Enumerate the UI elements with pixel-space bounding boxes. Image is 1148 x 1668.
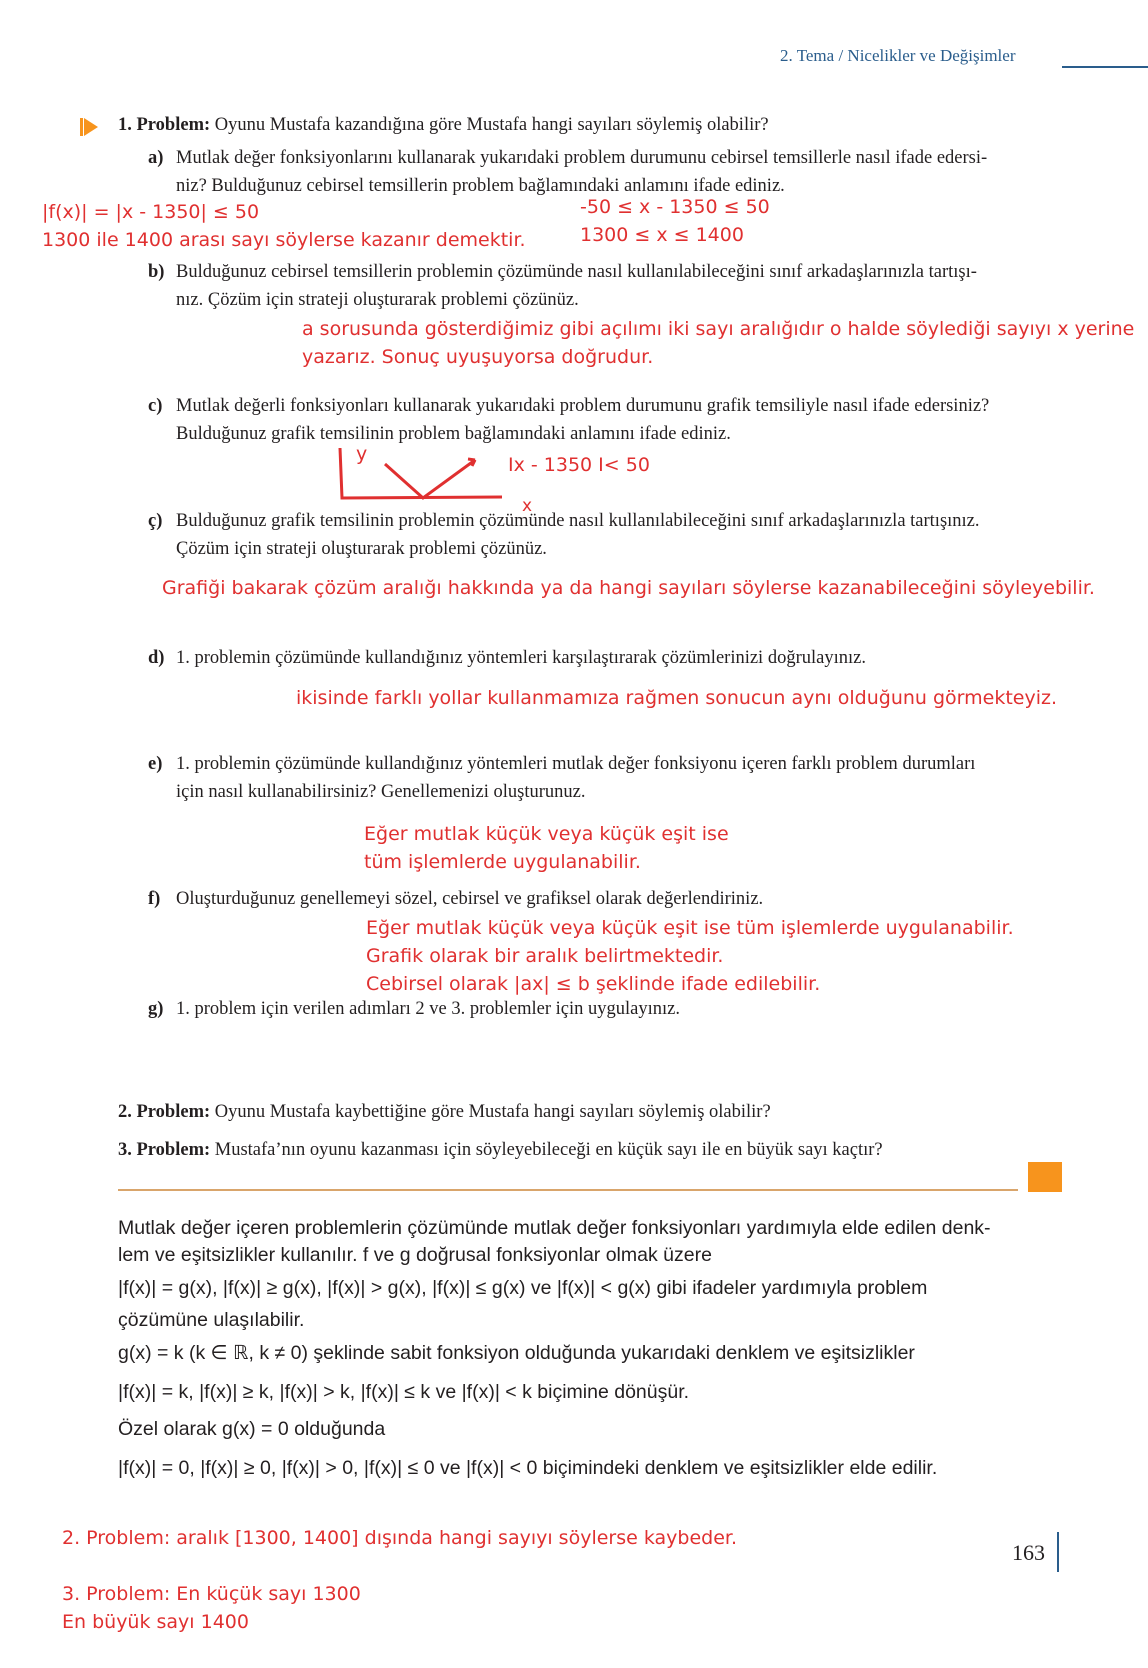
hw-graph-x-label: x [522,496,533,516]
problem-arrow-icon [84,118,98,136]
item-b-label: b) [148,262,165,282]
problem-1-text: Oyunu Mustafa kazandığına göre Mustafa hangi sayıları söylemiş olabilir? [214,115,769,135]
hw-f-2: Grafik olarak bir aralık belirtmektedir. [366,945,724,967]
item-c [148,392,989,448]
hw-f-1: Eğer mutlak küçük veya küçük eşit ise tüm işlemlerde uygulanabilir. [366,917,1014,939]
hw-problem-3-1: 3. Problem: En küçük sayı 1300 [62,1583,361,1605]
item-e-label: e) [148,754,163,774]
hw-c-cedilla: Grafiği bakarak çözüm aralığı hakkında ya da hangi sayıları söylerse kazanabileceğini söyleyebilir. [162,577,1095,599]
item-e-line-2: için nasıl kullanabilirsiniz? Genellemenizi oluşturunuz. [176,782,586,802]
hw-a-right-1: -50 ≤ x - 1350 ≤ 50 [580,196,770,218]
hw-b-1: a sorusunda gösterdiğimiz gibi açılımı iki sayı aralığıdır o halde söylediği sayıyı x yerine [302,318,1135,340]
item-c-line-1: Mutlak değerli fonksiyonları kullanarak yukarıdaki problem durumunu grafik temsiliyle nasıl ifade edersiniz? [176,396,990,416]
item-b-line-2: nız. Çözüm için strateji oluşturarak problemi çözünüz. [176,290,579,310]
problem-3-label: 3. Problem: [118,1140,211,1160]
item-f [148,885,763,913]
info-line-1: Mutlak değer içeren problemlerin çözümünde mutlak değer fonksiyonları yardımıyla elde edilen denk- [118,1217,991,1239]
info-line-7: Özel olarak g(x) = 0 olduğunda [118,1418,386,1440]
hw-a-left-2: 1300 ile 1400 arası sayı söylerse kazanır demektir. [42,229,526,251]
section-divider [118,1189,1018,1191]
item-g-label: g) [148,999,164,1019]
item-a-line-1: Mutlak değer fonksiyonlarını kullanarak yukarıdaki problem durumunu cebirsel temsillerle nasıl ifade edersi- [176,148,988,168]
item-c-cedilla-label: ç) [148,511,163,531]
header-rule [1062,66,1148,68]
hw-problem-2: 2. Problem: aralık [1300, 1400] dışında hangi sayıyı söylerse kaybeder. [62,1527,738,1549]
page-header-title: 2. Tema / Nicelikler ve Değişimler [780,46,1016,65]
item-c-cedilla [148,507,980,563]
item-g [148,995,680,1023]
item-d [148,644,866,672]
hw-graph-expr: Ix - 1350 I< 50 [508,454,650,476]
hw-a-left-1: |f(x)| = |x - 1350| ≤ 50 [42,201,260,223]
hw-graph-v-curve [385,459,475,498]
item-c-cedilla-line-2: Çözüm için strateji oluşturarak problemi çözünüz. [176,539,547,559]
hw-f-3: Cebirsel olarak |ax| ≤ b şeklinde ifade edilebilir. [366,973,821,995]
item-a-label: a) [148,148,164,168]
item-e-line-1: 1. problemin çözümünde kullandığınız yöntemleri mutlak değer fonksiyonu içeren farklı problem durumları [176,754,976,774]
problem-2-label: 2. Problem: [118,1102,211,1122]
hw-b-2: yazarız. Sonuç uyuşuyorsa doğrudur. [302,346,654,368]
info-line-6: |f(x)| = k, |f(x)| ≥ k, |f(x)| > k, |f(x)| ≤ k ve |f(x)| < k biçimine dönüşür. [118,1381,690,1403]
item-d-line-1: 1. problemin çözümünde kullandığınız yöntemleri karşılaştırarak çözümlerinizi doğrulayınız. [176,648,866,668]
problem-1-label: 1. Problem: [118,115,211,135]
problem-2-text: Oyunu Mustafa kaybettiğine göre Mustafa hangi sayıları söylemiş olabilir? [214,1102,771,1122]
item-a-line-2: niz? Bulduğunuz cebirsel temsillerin problem bağlamındaki anlamını ifade ediniz. [176,176,785,196]
item-d-label: d) [148,648,165,668]
problem-2 [118,1098,771,1126]
item-c-line-2: Bulduğunuz grafik temsilinin problem bağlamındaki anlamını ifade ediniz. [176,424,731,444]
info-line-5: g(x) = k (k ∈ ℝ, k ≠ 0) şeklinde sabit fonksiyon olduğunda yukarıdaki denklem ve eşitsizlikler [118,1342,915,1364]
item-c-cedilla-line-1: Bulduğunuz grafik temsilinin problemin çözümünde nasıl kullanılabileceğini sınıf arkadaşlarınızla tartışınız. [176,511,980,531]
hw-e-1: Eğer mutlak küçük veya küçük eşit ise [364,823,729,845]
problem-1 [118,111,769,139]
problem-marker-bar [80,118,83,136]
hw-e-2: tüm işlemlerde uygulanabilir. [364,851,641,873]
item-g-line-1: 1. problem için verilen adımları 2 ve 3. problemler için uygulayınız. [176,999,680,1019]
info-line-2: lem ve eşitsizlikler kullanılır. f ve g doğrusal fonksiyonlar olmak üzere [118,1244,712,1266]
item-f-line-1: Oluşturduğunuz genellemeyi sözel, cebirsel ve grafiksel olarak değerlendiriniz. [176,889,764,909]
info-line-8: |f(x)| = 0, |f(x)| ≥ 0, |f(x)| > 0, |f(x)| ≤ 0 ve |f(x)| < 0 biçimindeki denklem ve eşitsizlikler elde edilir. [118,1457,938,1479]
item-a [148,144,987,200]
item-c-label: c) [148,396,163,416]
item-f-label: f) [148,889,161,909]
info-line-4: çözümüne ulaşılabilir. [118,1309,305,1331]
item-b [148,258,977,314]
item-e [148,750,975,806]
problem-3 [118,1136,883,1164]
info-line-3: |f(x)| = g(x), |f(x)| ≥ g(x), |f(x)| > g(x), |f(x)| ≤ g(x) ve |f(x)| < g(x) gibi ifadeler yardımıyla problem [118,1277,928,1299]
problem-3-text: Mustafa’nın oyunu kazanması için söyleyebileceği en küçük sayı ile en büyük sayı kaçtır? [214,1140,883,1160]
hw-graph-y-label: y [356,443,368,465]
page-number-rule [1057,1532,1059,1572]
item-b-line-1: Bulduğunuz cebirsel temsillerin problemin çözümünde nasıl kullanılabileceğini sınıf arkadaşlarınızla tartışı- [176,262,977,282]
hw-d: ikisinde farklı yollar kullanmamıza rağmen sonucun aynı olduğunu görmekteyiz. [296,687,1058,709]
page-number: 163 [1012,1540,1045,1565]
orange-marker-box [1028,1162,1062,1192]
hw-problem-3-2: En büyük sayı 1400 [62,1611,249,1633]
hw-a-right-2: 1300 ≤ x ≤ 1400 [580,224,744,246]
